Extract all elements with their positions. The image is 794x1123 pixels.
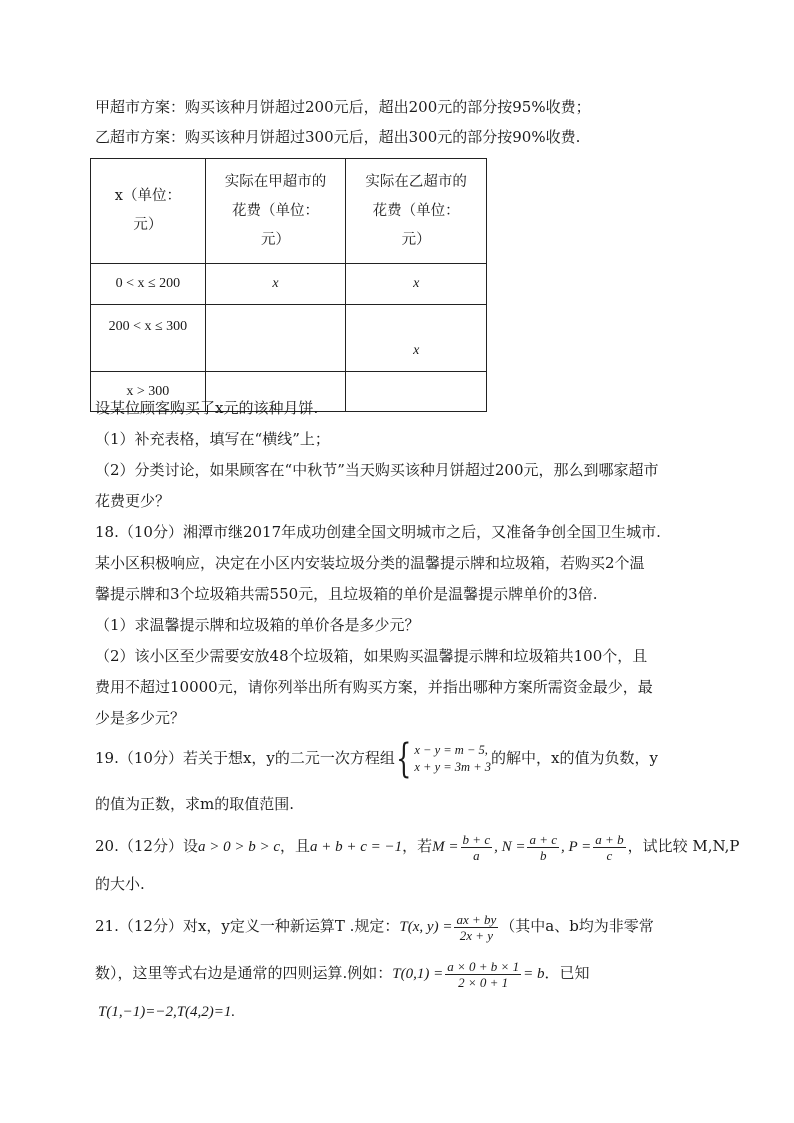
M-numerator: b + c <box>462 831 491 847</box>
header-x-line2: 元） <box>133 217 163 233</box>
header-x-line1: x（单位： <box>114 188 181 204</box>
q18-part2-line3: 少是多少元？ <box>95 709 186 727</box>
row2-range: 200 < x ≤ 300 <box>91 305 206 372</box>
q20-pre: 20.（12分）设 <box>95 837 198 855</box>
q18-line3: 馨提示牌和3个垃圾箱共需550元，且垃圾箱的单价是温馨提示牌单价的3倍. <box>95 585 598 603</box>
P-denominator: c <box>606 847 613 863</box>
q20-line2: 的大小. <box>95 875 145 893</box>
q20-P: , P = <box>561 839 592 855</box>
q19-eq2: x + y = 3m + 3 <box>414 760 492 774</box>
q20-cond1: a > 0 > b > c <box>197 839 280 855</box>
q21-example-result: = b <box>523 966 545 982</box>
N-denominator: b <box>540 847 547 863</box>
q21-line2 <box>95 953 589 994</box>
q19-post: 的解中，x的值为负数，y <box>491 749 658 767</box>
yi-plan-text: 乙超市方案：购买该种月饼超过300元后，超出300元的部分按90%收费. <box>95 128 581 146</box>
header-jia-line3: 元） <box>261 231 291 248</box>
T-denominator: 2x + y <box>459 927 494 943</box>
q20-post: ，试比较 M,N,P <box>627 837 740 855</box>
q17-part2-line1: （2）分类讨论，如果顾客在“中秋节”当天购买该种月饼超过200元，那么到哪家超市 <box>95 461 659 479</box>
header-yi-line2: 花费（单位： <box>372 202 460 219</box>
q18-line2: 某小区积极响应，决定在小区内安装垃圾分类的温馨提示牌和垃圾箱，若购买2个温 <box>95 554 645 572</box>
header-yi <box>346 159 487 264</box>
N-numerator: a + c <box>529 831 558 847</box>
row1-yi: x <box>346 264 487 305</box>
header-jia-line1: 实际在甲超市的 <box>224 173 327 190</box>
q20-mid: ，且 <box>279 837 310 855</box>
header-jia <box>205 159 346 264</box>
T-numerator: ax + by <box>456 911 497 927</box>
example-numerator: a × 0 + b × 1 <box>447 958 520 974</box>
table-row <box>91 264 487 305</box>
fraction-N <box>527 832 559 863</box>
q18-part2-line1: （2）该小区至少需要安放48个垃圾箱，如果购买温馨提示牌和垃圾箱共100个，且 <box>95 647 648 665</box>
q19-line1 <box>95 736 658 782</box>
q17-setup: 设某位顾客购买了x元的该种月饼. <box>95 399 319 417</box>
q20-N: , N = <box>494 839 526 855</box>
q20-M: M = <box>432 839 459 855</box>
header-yi-line3: 元） <box>401 231 431 248</box>
q19-eq1: x − y = m − 5, <box>414 743 488 757</box>
fraction-M <box>461 832 493 863</box>
q20-cond2: a + b + c = −1 <box>310 839 403 855</box>
fraction-P <box>593 832 625 863</box>
equation-system <box>414 742 491 776</box>
q21-line1 <box>95 906 654 947</box>
q17-part1: （1）补充表格，填写在“横线”上； <box>95 430 330 448</box>
table-row <box>91 305 487 372</box>
q21-pre: 21.（12分）对x，y定义一种新运算T .规定： <box>95 917 400 935</box>
q19-pre: 19.（10分）若关于想x，y的二元一次方程组 <box>95 749 395 767</box>
example-denominator: 2 × 0 + 1 <box>458 974 509 990</box>
fraction-T <box>454 912 498 943</box>
q21-T: T(x, y) = <box>399 919 453 935</box>
row1-range: 0 < x ≤ 200 <box>91 264 206 305</box>
q18-part1: （1）求温馨提示牌和垃圾箱的单价各是多少元？ <box>95 616 420 634</box>
q17-part2-line2: 花费更少？ <box>95 492 171 510</box>
q18-line1: 18.（10分）湘潭市继2017年成功创建全国文明城市之后，又准备争创全国卫生城市. <box>95 523 661 541</box>
header-jia-line2: 花费（单位： <box>232 202 320 219</box>
q19-line2: 的值为正数，求m的取值范围. <box>95 795 294 813</box>
q21-post: （其中a、b均为非零常 <box>500 917 654 935</box>
q21-l2-post: ．已知 <box>544 964 590 982</box>
header-x <box>91 159 206 264</box>
header-yi-line1: 实际在乙超市的 <box>365 173 467 190</box>
q20-mid2: ，若 <box>402 837 433 855</box>
q21-l2-pre: 数），这里等式右边是通常的四则运算.例如： <box>95 964 393 982</box>
fraction-example <box>445 959 521 990</box>
jia-plan-text: 甲超市方案：购买该种月饼超过200元后，超出200元的部分按95%收费； <box>95 98 591 116</box>
row3-range: x > 300 <box>91 372 206 412</box>
brace-icon: { <box>395 736 412 782</box>
row2-yi: x <box>346 305 487 372</box>
row2-jia[interactable] <box>205 305 346 372</box>
q21-example: T(0,1) = <box>392 966 444 982</box>
M-denominator: a <box>473 847 480 863</box>
row1-jia: x <box>205 264 346 305</box>
q21-line3: T(1,−1)=−2,T(4,2)=1. <box>98 1004 236 1020</box>
P-numerator: a + b <box>595 831 624 847</box>
q18-part2-line2: 费用不超过10000元，请你列举出所有购买方案，并指出哪种方案所需资金最少，最 <box>95 678 653 696</box>
row3-yi[interactable] <box>346 372 487 412</box>
cost-table <box>90 158 487 412</box>
table-header-row <box>91 159 487 264</box>
q20-line1 <box>95 826 740 867</box>
